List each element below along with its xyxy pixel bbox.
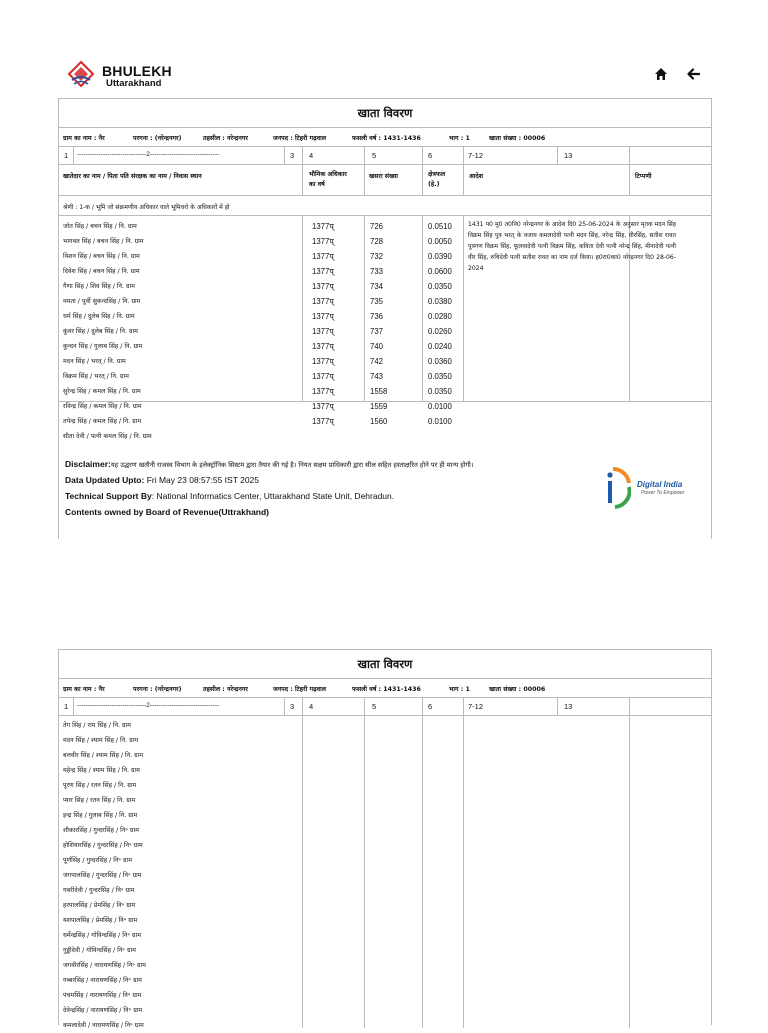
- right-year-cell: 1377प्: [312, 252, 334, 261]
- owner-list-2: [63, 718, 146, 1033]
- owner-row: जगवीरसिंह / नारायणसिंह / नि॰ ग्राम: [63, 962, 146, 969]
- brand: [102, 63, 172, 89]
- header-khasra: खसरा संख्या: [369, 173, 399, 180]
- record-meta-2: ग्राम का नाम : नैर परगना : (नरेन्द्रनगर) तहसील : नरेन्द्रनगर जनपद : टिहरी गढ़वाल फसली वर्ष : 1431-1436 भाग : 1 खाता संख्या : 00006: [59, 679, 711, 698]
- fasli-year: फसली वर्ष : 1431-1436: [352, 135, 421, 142]
- owner-list: [63, 219, 152, 444]
- col-num-5: 5: [372, 151, 377, 160]
- area-cell: 0.0510: [428, 222, 452, 231]
- owner-row: होशियारसिंह / गुन्दरसिंह / नि॰ ग्राम: [63, 842, 143, 849]
- khasra-cell: 726: [370, 222, 384, 231]
- owner-row: प्यार सिंह / रतन सिंह / नि. ग्राम: [63, 797, 136, 804]
- khasra-cell: 736: [370, 312, 384, 321]
- area-cell: 0.0280: [428, 312, 452, 321]
- right-year-cell: 1377प्: [312, 282, 334, 291]
- owner-row: गैणा सिंह / शिव सिंह / नि. ग्राम: [63, 283, 135, 290]
- owner-row: जोत सिंह / बचन सिंह / नि. ग्राम: [63, 223, 137, 230]
- owner-row: रविन्द्र सिंह / कमल सिंह / नि. ग्राम: [63, 403, 142, 410]
- owner-row: पूर्णसिंह / गुन्दरसिंह / नि॰ ग्राम: [63, 857, 133, 864]
- village-name: ग्राम का नाम : नैर: [63, 135, 105, 142]
- site-header: [64, 58, 708, 94]
- area-cell: 0.0380: [428, 297, 452, 306]
- owner-row: गबरीदेवी / गुन्दरसिंह / नि॰ ग्राम: [63, 887, 135, 894]
- khasra-cell: 740: [370, 342, 384, 351]
- area-cell: 0.0100: [428, 417, 452, 426]
- khasra-cell: 734: [370, 282, 384, 291]
- right-year-cell: 1377प्: [312, 327, 334, 336]
- owner-row: गुड्डीदेवी / गोविन्दसिंह / नि॰ ग्राम: [63, 947, 136, 954]
- khata-panel-continued: [58, 649, 712, 1029]
- owner-row: पंचमसिंह / नारायणसिंह / नि॰ ग्राम: [63, 992, 142, 999]
- khasra-list: [370, 219, 387, 429]
- owner-row: इन्द्र सिंह / गुलाब सिंह / नि. ग्राम: [63, 812, 138, 819]
- right-year-cell: 1377प्: [312, 267, 334, 276]
- area-cell: 0.0100: [428, 402, 452, 411]
- owner-row: मदन सिंह / भरत् / नि. ग्राम: [63, 358, 126, 365]
- col-num-13: 13: [564, 151, 573, 160]
- col-num-3: 3: [290, 151, 295, 160]
- owner-row: तपेन्द्र सिंह / कमल सिंह / नि. ग्राम: [63, 418, 142, 425]
- brand-title: BHULEKH: [102, 63, 172, 79]
- col-num-2: --------------------------------2--------------------------------: [77, 151, 220, 158]
- header-area-1: क्षेत्रफल: [428, 171, 446, 178]
- owner-row: गब्बरसिंह / नारायणसिंह / नि॰ ग्राम: [63, 977, 142, 984]
- right-year-cell: 1377प्: [312, 342, 334, 351]
- order-text: 1431 प0 मु0 त0नि0 नरेन्द्रनगर के आदेश दि0 25-06-2024 के अनुसार मृतक मदन सिंह विक्रम सिंह पुत्र भरत् के वजाय कमलादेवी पत्नी मदन सिंह, नरेन्द्र सिंह, वीरसिंह, सतीश रावत पुत्रगण विक्रम सिंह, फूलवादेवी पत्नी विक्रम सिंह, कविता देवी पत्नी नरेन्द्र सिंह, मीनादेवी पत्नी वीर सिंह, रुचिदेवी पत्नी सतीश रावत का नाम दर्ज किया। ह0रा0का0 नरेन्द्रनगर दि0 28-06-2024: [468, 221, 676, 272]
- owner-row: ममता / पूर्वी सुकन्दसिंह / नि. ग्राम: [63, 298, 141, 305]
- owner-row: देवेन्द्रसिंह / नारायणसिंह / नि॰ ग्राम: [63, 1007, 143, 1014]
- tehsil: तहसील : नरेन्द्रनगर: [203, 135, 248, 142]
- khata-panel: [58, 98, 712, 539]
- area-cell: 0.0350: [428, 387, 452, 396]
- khasra-cell: 1560: [370, 417, 388, 426]
- header-owner: खातेदार का नाम / पिता पति संरक्षक का नाम / निवास स्थान: [63, 173, 202, 180]
- area-cell: 0.0260: [428, 327, 452, 336]
- owner-row: कमलादेवी / नारायणसिंह / नि॰ ग्राम: [63, 1022, 144, 1029]
- owner-row: तेग सिंह / राम सिंह / नि. ग्राम: [63, 722, 131, 729]
- right-year-cell: 1377प्: [312, 417, 334, 426]
- khasra-cell: 737: [370, 327, 384, 336]
- brand-subtitle: Uttarakhand: [106, 78, 162, 89]
- col-num-1: 1: [64, 151, 69, 160]
- owner-row: विशन सिंह / बचन सिंह / नि. ग्राम: [63, 253, 140, 260]
- area-cell: 0.0050: [428, 237, 452, 246]
- right-year-cell: 1377प्: [312, 387, 334, 396]
- col-num-4: 4: [309, 151, 314, 160]
- owner-row: हरपालसिंह / प्रेमसिंह / नि॰ ग्राम: [63, 902, 136, 909]
- owner-row: कुन्दन सिंह / गुलाब सिंह / नि. ग्राम: [63, 343, 143, 350]
- area-cell: 0.0390: [428, 252, 452, 261]
- right-year-cell: 1377प्: [312, 402, 334, 411]
- panel-title: खाता विवरण: [59, 99, 711, 128]
- right-year-cell: 1377प्: [312, 372, 334, 381]
- col-num-6: 6: [428, 151, 433, 160]
- owner-row: जगपालसिंह / गुन्दरसिंह / नि॰ ग्राम: [63, 872, 142, 879]
- khasra-cell: 732: [370, 252, 384, 261]
- right-year-cell: 1377प्: [312, 357, 334, 366]
- right-year-cell: 1377प्: [312, 312, 334, 321]
- col-num-7-12: 7-12: [468, 151, 484, 160]
- khasra-cell: 733: [370, 267, 384, 276]
- right-year-cell: 1377प्: [312, 297, 334, 306]
- area-cell: 0.0350: [428, 282, 452, 291]
- owner-row: यशपालसिंह / प्रेमसिंह / नि॰ ग्राम: [63, 917, 138, 924]
- panel-title-2: खाता विवरण: [59, 650, 711, 679]
- owner-row: मदन सिंह / श्याम सिंह / नि. ग्राम: [63, 737, 139, 744]
- pargana: परगना : (नरेन्द्रनगर): [133, 135, 182, 142]
- area-cell: 0.0240: [428, 342, 452, 351]
- area-cell: 0.0350: [428, 372, 452, 381]
- khasra-cell: 743: [370, 372, 384, 381]
- bhag: भाग : 1: [449, 135, 470, 142]
- header-right-year-2: का वर्ष: [309, 181, 325, 188]
- record-meta: [59, 128, 711, 147]
- khasra-cell: 742: [370, 357, 384, 366]
- owner-row: पूरण सिंह / रतन सिंह / नि. ग्राम: [63, 782, 137, 789]
- owner-row: कुंवर सिंह / दुलेब सिंह / नि. ग्राम: [63, 328, 138, 335]
- owner-row: धर्मेन्द्रसिंह / गोविन्दसिंह / नि॰ ग्राम: [63, 932, 141, 939]
- khata-table-2: 1 --------------------------------2-------------------------------- 3 4 5 6 7-12 13 तेग सिंह / राम सिंह / नि. ग्राम मदन सिंह / श्याम सिंह / नि. ग्राम बलवीर सिंह / श्याम सिंह / नि. ग्राम महेन्द्र सिंह / श्याम सिंह / नि. ग्राम पूरण सिंह / रतन सिंह / नि. ग्राम प्यार सिंह / रतन सिंह / नि. ग्राम इन्द्र सिंह / गुलाब सिंह / नि. ग्राम शौकारसिंह / गुन्दरसिंह / नि॰ ग्राम होशियारसिंह / गुन्दरसिंह / नि॰ ग्राम पूर्णसिंह / गुन्दरसिंह / नि॰ ग्राम जगपालसिंह / गुन्दरसिंह / नि॰ ग्राम गबरीदेवी / गुन्दरसिंह / नि॰ ग्राम हरपालसिंह / प्रेमसिंह / नि॰ ग्राम यशपालसिंह / प्रेमसिंह / नि॰ ग्राम धर्मेन्द्रसिंह / गोविन्दसिंह / नि॰ ग्राम गुड्डीदेवी / गोविन्दसिंह / नि॰ ग्राम जगवीरसिंह / नारायणसिंह / नि॰ ग्राम गब्बरसिंह / नारायणसिंह / नि॰ ग्राम पंचमसिंह / नारायणसिंह / नि॰ ग्राम देवेन्द्रसिंह / नारायणसिंह / नि॰ ग्राम कमलादेवी / नारायणसिंह / नि॰ ग्राम: [59, 698, 711, 1028]
- tech-support: Technical Support By: National Informatics Center, Uttarakhand State Unit, Dehradun.: [65, 491, 395, 501]
- owner-row: दिवेश सिंह / बचन सिंह / नि. ग्राम: [63, 268, 140, 275]
- district: जनपद : टिहरी गढ़वाल: [273, 135, 327, 142]
- right-year-list: [312, 219, 334, 429]
- header-area-2: (हे.): [428, 181, 440, 188]
- contents-owned: Contents owned by Board of Revenue(Uttrakhand): [65, 507, 270, 517]
- area-cell: 0.0360: [428, 357, 452, 366]
- header-right-year-1: भौमिक अधिकार: [309, 171, 347, 178]
- emblem-logo: [66, 60, 96, 90]
- right-year-cell: 1377प्: [312, 237, 334, 246]
- digital-india-logo: Digital India Power To Empower: [605, 463, 697, 513]
- khasra-cell: 1559: [370, 402, 388, 411]
- owner-row: बलवीर सिंह / श्याम सिंह / नि. ग्राम: [63, 752, 144, 759]
- khasra-cell: 728: [370, 237, 384, 246]
- khasra-cell: 735: [370, 297, 384, 306]
- owner-row: धर्म सिंह / दुलेब सिंह / नि. ग्राम: [63, 313, 135, 320]
- owner-row: भागवत सिंह / बचन सिंह / नि. ग्राम: [63, 238, 144, 245]
- data-updated: Data Updated Upto: Fri May 23 08:57:55 IST 2025: [65, 475, 260, 485]
- owner-row: सुरेन्द्र सिंह / कमल सिंह / नि. ग्राम: [63, 388, 141, 395]
- owner-row: शौकारसिंह / गुन्दरसिंह / नि॰ ग्राम: [63, 827, 139, 834]
- owner-row: महेन्द्र सिंह / श्याम सिंह / नि. ग्राम: [63, 767, 140, 774]
- owner-row: विक्रम सिंह / भरत् / नि. ग्राम: [63, 373, 129, 380]
- right-year-cell: 1377प्: [312, 222, 334, 231]
- back-arrow-icon[interactable]: [686, 67, 700, 81]
- home-icon[interactable]: [654, 67, 668, 81]
- disclaimer: Disclaimer:यह उद्धरण खतौनी राजस्व विभाग के इलेक्ट्रॉनिक सिस्टम द्वारा तैयार की गई है। नियत सक्षम प्राधिकारी द्वारा सील सहित हस्ताक्षरित होने पर ही मान्य होगी।: [65, 459, 474, 469]
- header-order: आदेश: [469, 173, 484, 180]
- category-label: श्रेणी : 1-क / भूमि जो संक्रमणीय अधिकार वाले भूमिधरो के अधिकारों में हो: [63, 204, 230, 211]
- area-cell: 0.0600: [428, 267, 452, 276]
- khata-number: खाता संख्या : 00006: [489, 135, 546, 142]
- khasra-cell: 1558: [370, 387, 388, 396]
- header-remarks: टिप्पणी: [635, 173, 652, 180]
- area-list: [428, 219, 452, 429]
- owner-row: सीता देवी / पत्नी कमल सिंह / नि. ग्राम: [63, 433, 152, 440]
